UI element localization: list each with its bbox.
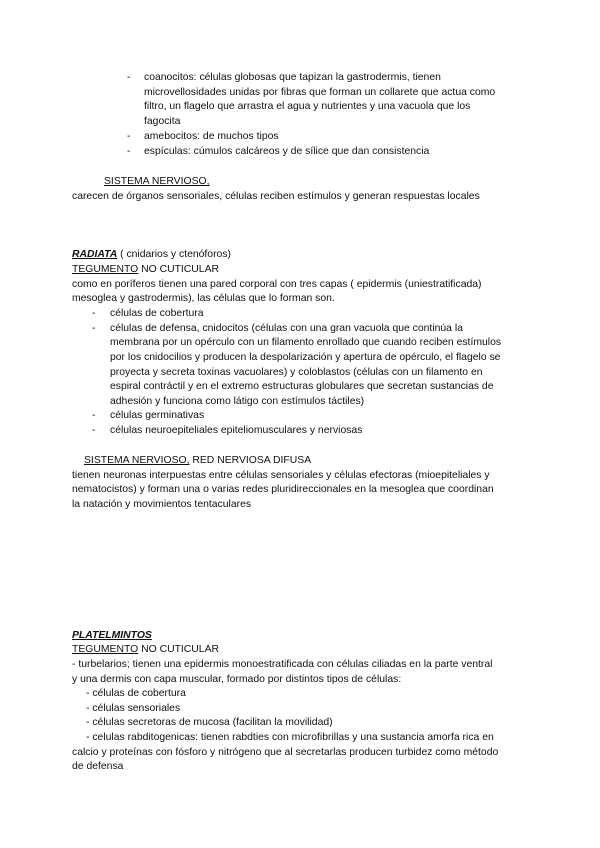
list-item-line: filtro, un flagelo que arrastra el agua y nutrientes y una vacuola que los bbox=[144, 101, 471, 112]
list-item-line: microvellosidades unidas por fibras que forman un collarete que actua como bbox=[144, 87, 496, 98]
list-item-line: proyecta y secreta toxinas vacuolares) y coloblastos (células con un filamento en bbox=[110, 367, 483, 378]
section-title bbox=[72, 248, 231, 263]
paragraph-line: y una dermis con capa muscular, formado por distintos tipos de células: bbox=[72, 674, 402, 685]
list-bullet: - bbox=[127, 146, 131, 157]
paragraph-line: de defensa bbox=[72, 761, 124, 772]
paragraph-line: carecen de órganos sensoriales, células reciben estímulos y generan respuestas locales bbox=[72, 191, 480, 202]
paragraph-line: como en poríferos tienen una pared corporal con tres capas ( epidermis (uniestratificada) bbox=[72, 279, 482, 290]
tegumento-heading bbox=[72, 643, 219, 658]
paragraph-line: mesoglea y gastrodermis), las células que lo forman son. bbox=[72, 293, 335, 304]
list-item-line: - células secretoras de mucosa (facilitan la movilidad) bbox=[86, 717, 333, 728]
tegumento-label: TEGUMENTO bbox=[72, 644, 139, 655]
list-item-line: células de defensa, cnidocitos (células con una gran vacuola que continúa la bbox=[110, 323, 463, 334]
nervioso-label: SISTEMA NERVIOSO, bbox=[84, 455, 190, 466]
list-bullet: - bbox=[92, 410, 96, 421]
list-item-line: amebocitos: de muchos tipos bbox=[144, 131, 279, 142]
list-item-line: coanocitos: células globosas que tapizan la gastrodermis, tienen bbox=[144, 72, 441, 83]
list-item-line: adhesión y funciona como látigo con estímulos táctiles) bbox=[110, 396, 365, 407]
tegumento-label: TEGUMENTO bbox=[72, 264, 139, 275]
paragraph-line: nematocistos) y forman una o varias redes pluridireccionales en la mesoglea que coordinan bbox=[72, 484, 494, 495]
radiata-title: RADIATA bbox=[72, 249, 118, 260]
list-item-line: fagocita bbox=[144, 116, 181, 127]
list-item-line: espiral contráctil y en el extremo estructuras globulares que secretan sustancias de bbox=[110, 381, 494, 392]
tegumento-rest: NO CUTICULAR bbox=[138, 264, 220, 275]
list-item-line: membrana por un opérculo con un filamento enrollado que cuando reciben estímulos bbox=[110, 337, 502, 348]
list-item-line: por los cnidocilios y producen la despolarización y apertura de opérculo, el flagelo se bbox=[110, 352, 501, 363]
list-bullet: - bbox=[127, 131, 131, 142]
list-bullet: - bbox=[127, 72, 131, 83]
list-bullet: - bbox=[92, 323, 96, 334]
section-heading: SISTEMA NERVIOSO, bbox=[104, 176, 210, 187]
list-bullet: - bbox=[92, 425, 96, 436]
paragraph-line: calcio y proteínas con fósforo y nitrógeno que al secretarlas producen turbidez como método bbox=[72, 747, 499, 758]
list-item-line: - células de cobertura bbox=[86, 688, 186, 699]
list-bullet: - bbox=[92, 308, 96, 319]
paragraph-line: tienen neuronas interpuestas entre células sensoriales y células efectoras (mioepiteliales y bbox=[72, 470, 490, 481]
nervioso-rest: RED NERVIOSA DIFUSA bbox=[189, 455, 312, 466]
tegumento-rest: NO CUTICULAR bbox=[138, 644, 220, 655]
list-item-line: - células sensoriales bbox=[86, 703, 181, 714]
list-item-line: células neuroepiteliales epiteliomusculares y nerviosas bbox=[110, 425, 363, 436]
platelmintos-title: PLATELMINTOS bbox=[72, 630, 152, 641]
radiata-title-rest: ( cnidarios y ctenóforos) bbox=[117, 249, 231, 260]
list-item-line: espículas: cúmulos calcáreos y de sílice que dan consistencia bbox=[144, 146, 430, 157]
nervioso-heading bbox=[84, 454, 311, 469]
tegumento-heading bbox=[72, 263, 219, 278]
paragraph-line: la natación y movimientos tentaculares bbox=[72, 499, 252, 510]
list-item-line: células germinativas bbox=[110, 410, 205, 421]
paragraph-line: - turbelarios; tienen una epidermis monoestratificada con células ciliadas en la parte ventral bbox=[72, 659, 493, 670]
list-item-line: células de cobertura bbox=[110, 308, 204, 319]
list-item-line: - celulas rabditogenicas: tienen rabdties con microfibrillas y una sustancia amorfa rica en bbox=[86, 732, 494, 743]
